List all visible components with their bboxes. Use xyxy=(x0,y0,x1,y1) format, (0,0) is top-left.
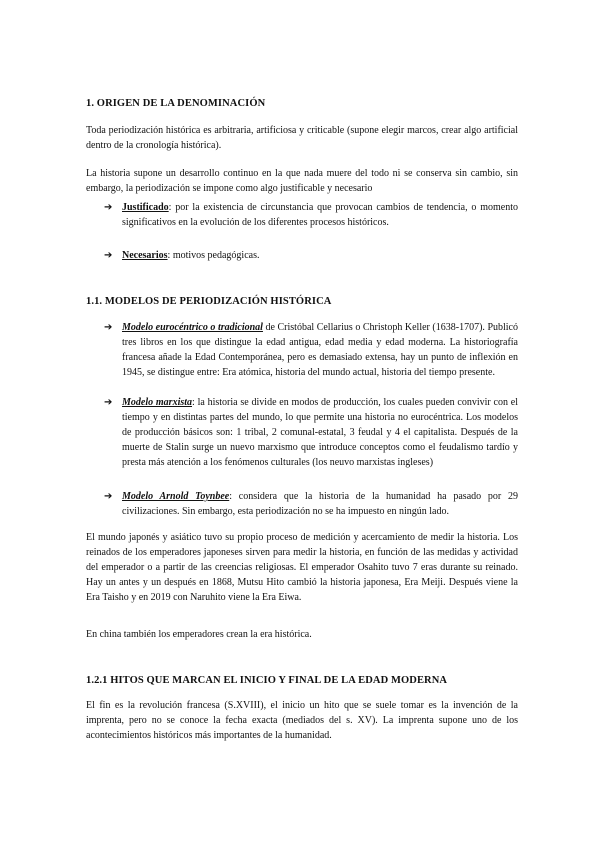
bullet-term: Modelo eurocéntrico o tradicional xyxy=(122,322,263,333)
bullet-eurocentrico xyxy=(122,320,518,380)
arrow-right-icon: ➔ xyxy=(104,322,113,333)
arrow-right-icon: ➔ xyxy=(104,250,113,261)
heading-hitos: 1.2.1 HITOS QUE MARCAN EL INICIO Y FINAL DE LA EDAD MODERNA xyxy=(86,675,448,686)
paragraph-desarrollo: La historia supone un desarrollo continuo en la que nada muere del todo ni se conserva sin cambio, sin embargo, la periodización se impone como algo justificable y necesario xyxy=(86,168,518,194)
bullet-text: de Cristóbal Cellarius o Christoph Keller (1638-1707). Publicó tres libros en los que distingue la edad antigua, edad media y edad moderna. La historiografía francesa añade la Edad Contemporánea, pero es demasiado extensa, hay un punto de inflexión en 1945, se distingue entre: Era atómica, historia del mundo actual, historia del tiempo presente. xyxy=(122,322,518,378)
paragraph-arbitraria: Toda periodización histórica es arbitraria, artificiosa y criticable (supone elegir marcos, crear algo artificial dentro de la cronología histórica). xyxy=(86,125,518,151)
arrow-right-icon: ➔ xyxy=(104,202,113,213)
bullet-toynbee xyxy=(122,489,518,519)
bullet-text: : la historia se divide en modos de producción, los cuales pueden convivir con el tiempo y en distintas partes del mundo, lo que permite una historia no eurocéntrica. Los modelos de producción básicos son: 1 tribal, 2 comunal-estatal, 3 feudal y 4 el capitalista. Después de la muerte de Stalin surge un nuevo marxismo que introduce conceptos como el feudalismo tardío y presta más atención a los fenómenos culturales (los neuvo marxistas ingleses) xyxy=(122,397,518,468)
bullet-necesarios xyxy=(122,248,518,263)
bullet-text: : considera que la historia de la humanidad ha pasado por 29 civilizaciones. Sin embargo, esta periodización no se ha impuesto en ningún lado. xyxy=(122,491,518,517)
bullet-term: Necesarios xyxy=(122,250,168,261)
heading-modelos: 1.1. MODELOS DE PERIODIZACIÓN HISTÓRICA xyxy=(86,296,332,307)
bullet-text: : por la existencia de circunstancia que provocan cambios de tendencia, o momento significativos en la evolución de los diferentes procesos históricos. xyxy=(122,202,518,228)
bullet-text: : motivos pedagógicas. xyxy=(167,250,260,261)
bullet-term: Modelo Arnold Toynbee xyxy=(122,491,230,502)
bullet-term: Modelo marxista xyxy=(122,397,193,408)
bullet-marxista xyxy=(122,395,518,470)
arrow-right-icon: ➔ xyxy=(104,491,113,502)
arrow-right-icon: ➔ xyxy=(104,397,113,408)
paragraph-china: En china también los emperadores crean la era histórica. xyxy=(86,629,312,640)
bullet-term: Justificado xyxy=(122,202,169,213)
bullet-justificado xyxy=(122,200,518,230)
heading-origen: 1. ORIGEN DE LA DENOMINACIÓN xyxy=(86,98,266,109)
paragraph-japon: El mundo japonés y asiático tuvo su propio proceso de medición y acercamiento de medir la historia. Los reinados de los emperadores japoneses sirven para medir la historia, en función de las medidas y actividad del emperador o a partir de las creencias religiosas. El emperador Osahito tuvo 7 eras durante su reinado. Hay un antes y un después en 1868, Mutsu Hito cambió la historia japonesa, Era Meiji. Después viene la Era Taisho y en 2019 con Naruhito viene la Era Eiwa. xyxy=(86,532,518,603)
paragraph-revolucion: El fin es la revolución francesa (S.XVIII), el inicio un hito que se suele tomar es la invención de la imprenta, pero no se conoce la fecha exacta (mediados del s. XV). La imprenta supone uno de los acontecimientos históricos más importantes de la humanidad. xyxy=(86,700,518,741)
